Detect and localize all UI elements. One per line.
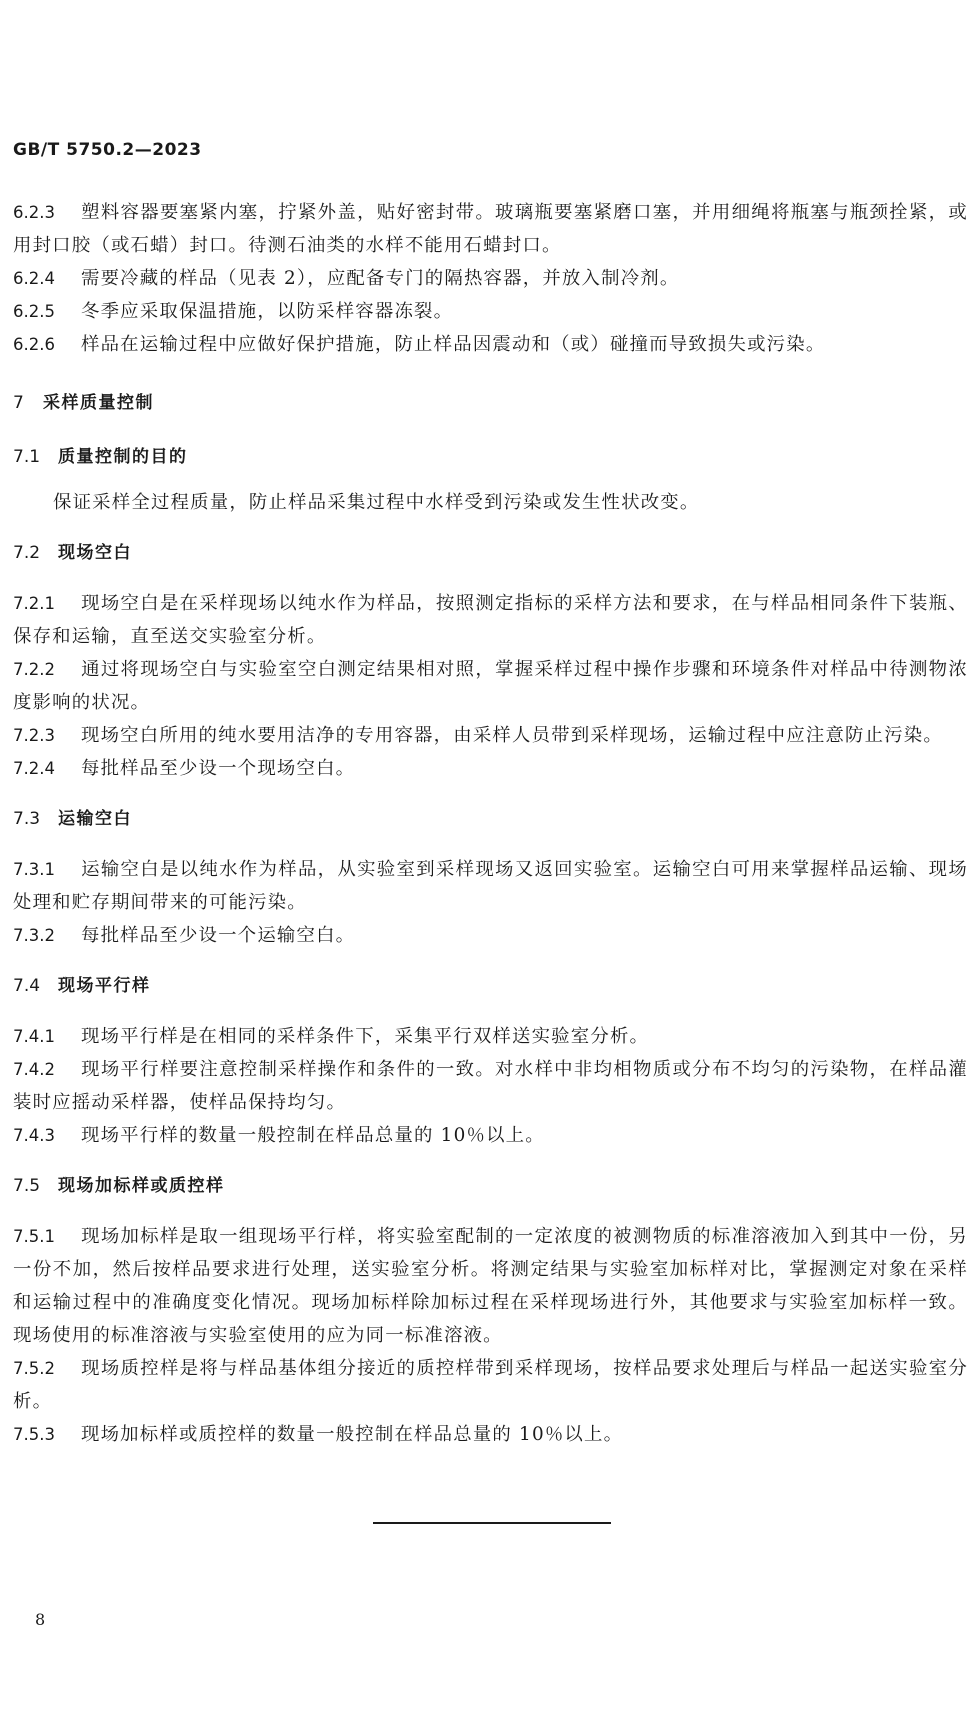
clause-text: 每批样品至少设一个现场空白。: [81, 758, 356, 779]
clause-7-4-3: [13, 1119, 968, 1152]
standard-code-header: GB/T 5750.2—2023: [13, 140, 202, 160]
clause-number: 6.2.4: [13, 269, 55, 288]
clause-text: 现场平行样要注意控制采样操作和条件的一致。对水样中非均相物质或分布不均匀的污染物，在样品灌装时应摇动采样器，使样品保持均匀。: [13, 1059, 968, 1113]
clause-text: 通过将现场空白与实验室空白测定结果相对照，掌握采样过程中操作步骤和环境条件对样品中待测物浓度影响的状况。: [13, 659, 968, 713]
document-body: [13, 196, 968, 1451]
clause-text: 样品在运输过程中应做好保护措施，防止样品因震动和（或）碰撞而导致损失或污染。: [81, 334, 826, 355]
section-title: 现场平行样: [58, 976, 151, 996]
clause-7-3-2: [13, 919, 968, 952]
section-title: 现场加标样或质控样: [58, 1176, 225, 1196]
section-number: 7.4: [13, 976, 41, 996]
section-number: 7.5: [13, 1176, 41, 1196]
clause-text: 运输空白是以纯水作为样品，从实验室到采样现场又返回实验室。运输空白可用来掌握样品运输、现场处理和贮存期间带来的可能污染。: [13, 859, 968, 913]
clause-7-2-4: [13, 752, 968, 785]
clause-number: 7.3.1: [13, 860, 55, 879]
section-title: 采样质量控制: [43, 393, 154, 413]
section-7-1-heading: [13, 445, 968, 469]
clause-number: 7.2.1: [13, 594, 55, 613]
section-7-5-heading: [13, 1174, 968, 1198]
clause-7-5-2: [13, 1352, 968, 1418]
clause-6-2-3: [13, 196, 968, 262]
clause-number: 7.4.3: [13, 1126, 55, 1145]
clause-6-2-5: [13, 295, 968, 328]
clause-text: 现场加标样是取一组现场平行样，将实验室配制的一定浓度的被测物质的标准溶液加入到其中一份，另一份不加，然后按样品要求进行处理，送实验室分析。将测定结果与实验室加标样对比，掌握测定对象在采样和运输过程中的准确度变化情况。现场加标样除加标过程在采样现场进行外，其他要求与实验室加标样一致。现场使用的标准溶液与实验室使用的应为同一标准溶液。: [13, 1226, 968, 1346]
end-of-section-rule: [373, 1522, 611, 1524]
clause-7-2-3: [13, 719, 968, 752]
clause-number: 6.2.5: [13, 302, 55, 321]
clause-number: 7.5.2: [13, 1359, 55, 1378]
section-title: 现场空白: [58, 543, 132, 563]
section-number: 7.1: [13, 447, 41, 467]
clause-number: 7.3.2: [13, 926, 55, 945]
clause-7-2-1: [13, 587, 968, 653]
page-number: 8: [35, 1610, 46, 1629]
clause-text: 冬季应采取保温措施，以防采样容器冻裂。: [81, 301, 454, 322]
clause-text: 现场平行样是在相同的采样条件下，采集平行双样送实验室分析。: [81, 1026, 650, 1047]
clause-text: 现场质控样是将与样品基体组分接近的质控样带到采样现场，按样品要求处理后与样品一起送实验室分析。: [13, 1358, 968, 1412]
clause-7-2-2: [13, 653, 968, 719]
clause-text: 现场平行样的数量一般控制在样品总量的 10％以上。: [81, 1125, 545, 1146]
clause-number: 7.2.3: [13, 726, 55, 745]
clause-7-3-1: [13, 853, 968, 919]
section-number: 7.3: [13, 809, 41, 829]
section-number: 7.2: [13, 543, 41, 563]
section-7-4-heading: [13, 974, 968, 998]
section-7-2-heading: [13, 541, 968, 565]
clause-6-2-4: [13, 262, 968, 295]
clause-text: 需要冷藏的样品（见表 2），应配备专门的隔热容器，并放入制冷剂。: [81, 268, 680, 289]
clause-7-5-1: [13, 1220, 968, 1352]
clause-text: 现场空白所用的纯水要用洁净的专用容器，由采样人员带到采样现场，运输过程中应注意防止污染。: [81, 725, 943, 746]
section-title: 质量控制的目的: [58, 447, 188, 467]
clause-number: 7.5.1: [13, 1227, 55, 1246]
clause-number: 7.4.1: [13, 1027, 55, 1046]
section-7-3-heading: [13, 807, 968, 831]
clause-number: 7.4.2: [13, 1060, 55, 1079]
clause-6-2-6: [13, 328, 968, 361]
clause-text: 现场空白是在采样现场以纯水作为样品，按照测定指标的采样方法和要求，在与样品相同条件下装瓶、保存和运输，直至送交实验室分析。: [13, 593, 968, 647]
clause-text: 现场加标样或质控样的数量一般控制在样品总量的 10％以上。: [81, 1424, 624, 1445]
clause-number: 7.5.3: [13, 1425, 55, 1444]
section-title: 运输空白: [58, 809, 132, 829]
clause-text: 塑料容器要塞紧内塞，拧紧外盖，贴好密封带。玻璃瓶要塞紧磨口塞，并用细绳将瓶塞与瓶颈拴紧，或用封口胶（或石蜡）封口。待测石油类的水样不能用石蜡封口。: [13, 202, 968, 256]
clause-number: 6.2.6: [13, 335, 55, 354]
clause-number: 6.2.3: [13, 203, 55, 222]
clause-7-4-1: [13, 1020, 968, 1053]
section-number: 7: [13, 393, 24, 413]
clause-number: 7.2.4: [13, 759, 55, 778]
section-7-heading: [13, 391, 968, 415]
clause-7-4-2: [13, 1053, 968, 1119]
clause-7-5-3: [13, 1418, 968, 1451]
clause-text: 每批样品至少设一个运输空白。: [81, 925, 356, 946]
section-7-1-paragraph: 保证采样全过程质量，防止样品采集过程中水样受到污染或发生性状改变。: [53, 492, 700, 513]
clause-number: 7.2.2: [13, 660, 55, 679]
